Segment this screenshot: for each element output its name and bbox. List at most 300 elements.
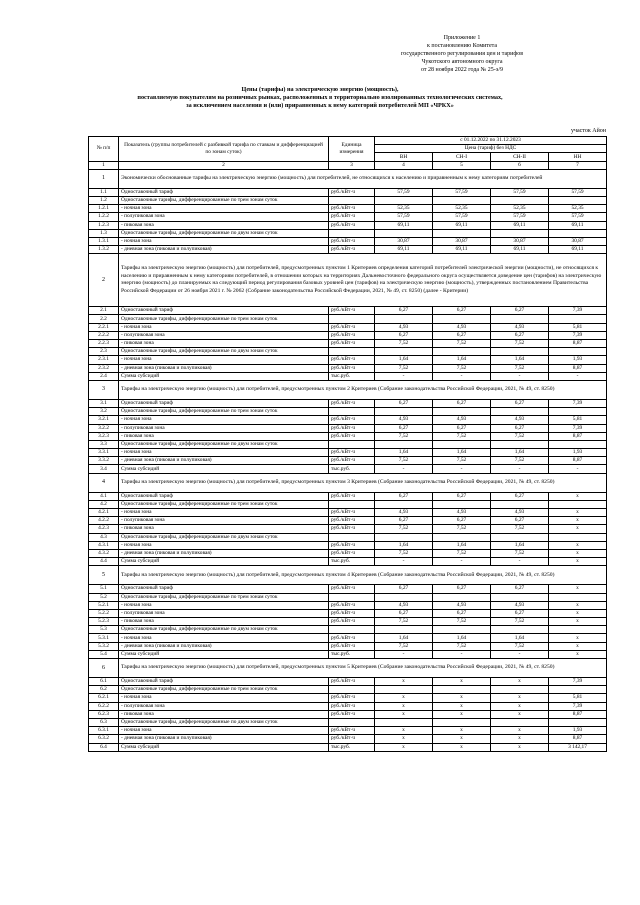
value-vn: 1,64 [375, 449, 433, 457]
row-label: - дневная зона (пиковая и полупиковая) [119, 549, 329, 557]
table-row [89, 601, 607, 609]
section-number: 4 [89, 473, 119, 492]
value-sn1: 6,27 [433, 307, 491, 315]
row-number: 3.2.2 [89, 424, 119, 432]
value-sn2: 4,93 [491, 509, 549, 517]
row-label: Одноставочные тарифы, дифференцированные по двум зонам суток [119, 440, 329, 448]
row-unit: руб./кВт·ч [329, 702, 375, 710]
row-number: 4.1 [89, 492, 119, 500]
table-row [89, 735, 607, 743]
value-nn: 7,39 [549, 331, 607, 339]
header-number: 4 [375, 161, 433, 169]
value-sn2 [491, 315, 549, 323]
header-unit: Единица измерения [329, 137, 375, 162]
header-col-nn: НН [549, 153, 607, 161]
row-number: 3.3.1 [89, 449, 119, 457]
value-sn1 [433, 229, 491, 237]
row-unit: руб./кВт·ч [329, 710, 375, 718]
value-sn2: x [491, 735, 549, 743]
value-nn: 1,93 [549, 356, 607, 364]
header-indicator: Показатель (группы потребителей с разбивкой тарифа по ставкам и дифференциацией по зонам суток) [119, 137, 329, 162]
value-vn: 57,59 [375, 188, 433, 196]
row-unit [329, 686, 375, 694]
value-nn: 8,87 [549, 432, 607, 440]
value-sn2: - [491, 465, 549, 473]
value-sn2: 69,11 [491, 221, 549, 229]
section-number: 3 [89, 380, 119, 399]
row-label: - пиковая зона [119, 618, 329, 626]
value-nn: 1,93 [549, 449, 607, 457]
value-sn1: 7,52 [433, 340, 491, 348]
value-sn2 [491, 440, 549, 448]
row-number: 3.3 [89, 440, 119, 448]
value-nn [549, 533, 607, 541]
value-vn: 4,93 [375, 601, 433, 609]
value-nn: x [549, 601, 607, 609]
row-label: - ночная зона [119, 541, 329, 549]
row-number: 6.1 [89, 678, 119, 686]
row-label: - полупиковая зона [119, 702, 329, 710]
row-number: 6.2.3 [89, 710, 119, 718]
row-unit: руб./кВт·ч [329, 457, 375, 465]
row-unit: руб./кВт·ч [329, 246, 375, 254]
row-label: - полупиковая зона [119, 213, 329, 221]
row-number: 5.4 [89, 650, 119, 658]
row-label: Одноставочные тарифы, дифференцированные по двум зонам суток [119, 229, 329, 237]
table-row [89, 432, 607, 440]
value-vn: 4,93 [375, 416, 433, 424]
row-unit [329, 718, 375, 726]
row-unit [329, 533, 375, 541]
value-sn1 [433, 626, 491, 634]
row-number: 5.2.1 [89, 601, 119, 609]
value-vn [375, 408, 433, 416]
value-sn2 [491, 593, 549, 601]
value-nn: x [549, 549, 607, 557]
value-sn2: 7,52 [491, 457, 549, 465]
row-number: 2.2 [89, 315, 119, 323]
row-number: 4.4 [89, 558, 119, 566]
value-sn1: x [433, 735, 491, 743]
value-sn2: 52,35 [491, 205, 549, 213]
value-nn: x [549, 585, 607, 593]
value-sn1: 7,52 [433, 432, 491, 440]
value-sn2: x [491, 743, 549, 751]
row-label: - пиковая зона [119, 525, 329, 533]
value-sn1: 7,52 [433, 457, 491, 465]
table-row [89, 558, 607, 566]
value-sn2: - [491, 372, 549, 380]
section-number: 1 [89, 169, 119, 188]
row-label: - ночная зона [119, 356, 329, 364]
value-nn: 8,87 [549, 364, 607, 372]
row-label: - дневная зона (пиковая и полупиковая) [119, 246, 329, 254]
table-row [89, 609, 607, 617]
row-label: - ночная зона [119, 237, 329, 245]
row-unit: руб./кВт·ч [329, 205, 375, 213]
value-nn: 7,39 [549, 307, 607, 315]
value-sn1: 52,35 [433, 205, 491, 213]
title-line-2: поставляемую покупателям на розничных рынках, расположенных в территориально изолированных технологических системах, [137, 94, 503, 101]
section-number: 2 [89, 254, 119, 307]
value-sn2: 1,64 [491, 634, 549, 642]
value-sn2: x [491, 678, 549, 686]
value-nn: x [549, 525, 607, 533]
value-nn: 5,81 [549, 694, 607, 702]
table-row [89, 626, 607, 634]
row-label: - дневная зона (пиковая и полупиковая) [119, 735, 329, 743]
row-label: Сумма субсидий [119, 743, 329, 751]
value-sn2 [491, 408, 549, 416]
value-sn2: 7,52 [491, 432, 549, 440]
value-sn1: 7,52 [433, 525, 491, 533]
table-row [89, 315, 607, 323]
value-vn: 6,27 [375, 517, 433, 525]
value-vn: 7,52 [375, 549, 433, 557]
table-row [89, 718, 607, 726]
value-sn2 [491, 500, 549, 508]
row-label: - ночная зона [119, 449, 329, 457]
value-vn: 6,27 [375, 307, 433, 315]
table-row [89, 196, 607, 204]
section-title: Тарифы на электрическую энергию (мощность) для потребителей, предусмотренных пунктом 4 Критериев (Собрание законодательства Российской Федерации, 2021, № 49, ст. 8250) [119, 566, 607, 585]
row-label: Одноставочный тариф [119, 492, 329, 500]
row-unit: руб./кВт·ч [329, 634, 375, 642]
table-row [89, 525, 607, 533]
value-vn: x [375, 743, 433, 751]
value-vn: 7,52 [375, 432, 433, 440]
value-nn [549, 440, 607, 448]
row-number: 1.2 [89, 196, 119, 204]
value-sn1: 4,93 [433, 601, 491, 609]
value-sn2 [491, 229, 549, 237]
table-row [89, 340, 607, 348]
row-number: 2.3.1 [89, 356, 119, 364]
row-number: 2.3.2 [89, 364, 119, 372]
appendix-line-3: государственного регулирования цен и тарифов [400, 51, 524, 57]
row-label: Одноставочный тариф [119, 307, 329, 315]
value-sn2: 6,27 [491, 585, 549, 593]
value-sn1: - [433, 465, 491, 473]
value-sn2: x [491, 694, 549, 702]
value-nn: x [549, 492, 607, 500]
header-number: 2 [119, 161, 329, 169]
row-unit [329, 315, 375, 323]
row-number: 6.4 [89, 743, 119, 751]
value-sn1: 7,52 [433, 618, 491, 626]
value-vn: x [375, 735, 433, 743]
value-sn2: 1,64 [491, 356, 549, 364]
value-nn: 8,87 [549, 710, 607, 718]
row-label: Одноставочные тарифы, дифференцированные по трем зонам суток [119, 408, 329, 416]
table-row [89, 399, 607, 407]
row-unit: руб./кВт·ч [329, 399, 375, 407]
row-number: 5.3.1 [89, 634, 119, 642]
row-unit: тыс.руб. [329, 372, 375, 380]
row-number: 2.4 [89, 372, 119, 380]
row-label: Одноставочные тарифы, дифференцированные по трем зонам суток [119, 315, 329, 323]
value-vn: 57,59 [375, 213, 433, 221]
table-row [89, 408, 607, 416]
row-label: Одноставочные тарифы, дифференцированные по двум зонам суток [119, 533, 329, 541]
row-number: 6.3.2 [89, 735, 119, 743]
value-nn: 7,39 [549, 399, 607, 407]
value-sn1: 69,11 [433, 246, 491, 254]
section-row [89, 169, 607, 188]
value-sn2: x [491, 710, 549, 718]
header-number: 7 [549, 161, 607, 169]
row-unit: руб./кВт·ч [329, 213, 375, 221]
value-sn1: 7,52 [433, 549, 491, 557]
value-sn2 [491, 196, 549, 204]
value-vn: 1,64 [375, 356, 433, 364]
value-nn: 57,59 [549, 213, 607, 221]
value-nn: 3 142,17 [549, 743, 607, 751]
row-number: 4.3.1 [89, 541, 119, 549]
table-row [89, 424, 607, 432]
table-row [89, 348, 607, 356]
value-nn [549, 315, 607, 323]
row-unit: тыс.руб. [329, 650, 375, 658]
row-number: 5.2.3 [89, 618, 119, 626]
row-label: - полупиковая зона [119, 609, 329, 617]
value-sn1: x [433, 678, 491, 686]
row-number: 6.3 [89, 718, 119, 726]
value-sn1: 6,27 [433, 399, 491, 407]
row-label: - полупиковая зона [119, 331, 329, 339]
value-nn: 8,87 [549, 457, 607, 465]
value-nn: 69,11 [549, 246, 607, 254]
table-row [89, 509, 607, 517]
row-number: 1.2.3 [89, 221, 119, 229]
row-label: Одноставочные тарифы, дифференцированные по трем зонам суток [119, 593, 329, 601]
value-vn: 7,52 [375, 642, 433, 650]
row-label: - ночная зона [119, 205, 329, 213]
row-unit [329, 626, 375, 634]
value-nn: x [549, 618, 607, 626]
row-label: - дневная зона (пиковая и полупиковая) [119, 364, 329, 372]
value-sn1: 6,27 [433, 331, 491, 339]
table-row [89, 221, 607, 229]
value-sn1 [433, 500, 491, 508]
table-row [89, 694, 607, 702]
value-vn: - [375, 465, 433, 473]
value-sn1: x [433, 727, 491, 735]
value-vn [375, 593, 433, 601]
row-label: - пиковая зона [119, 340, 329, 348]
header-price-label: Цена (тариф) без НДС [375, 145, 607, 153]
value-vn: x [375, 702, 433, 710]
value-vn: x [375, 727, 433, 735]
value-nn: 7,39 [549, 702, 607, 710]
table-row [89, 331, 607, 339]
row-number: 6.2.2 [89, 702, 119, 710]
table-row [89, 500, 607, 508]
row-unit: тыс.руб. [329, 743, 375, 751]
row-number: 4.2.3 [89, 525, 119, 533]
value-sn1: 30,87 [433, 237, 491, 245]
row-label: Одноставочные тарифы, дифференцированные по двум зонам суток [119, 348, 329, 356]
row-number: 5.2 [89, 593, 119, 601]
value-nn [549, 626, 607, 634]
table-row [89, 517, 607, 525]
row-unit: тыс.руб. [329, 465, 375, 473]
table-row [89, 710, 607, 718]
table-row [89, 743, 607, 751]
row-unit [329, 196, 375, 204]
value-vn: - [375, 558, 433, 566]
row-unit: руб./кВт·ч [329, 188, 375, 196]
table-row [89, 237, 607, 245]
row-label: - ночная зона [119, 416, 329, 424]
value-sn1 [433, 348, 491, 356]
value-sn2: 1,64 [491, 541, 549, 549]
value-sn1 [433, 593, 491, 601]
row-number: 5.3 [89, 626, 119, 634]
row-unit: руб./кВт·ч [329, 449, 375, 457]
value-nn: 5,81 [549, 416, 607, 424]
row-number: 1.3.1 [89, 237, 119, 245]
value-sn1 [433, 408, 491, 416]
table-row [89, 727, 607, 735]
section-row [89, 566, 607, 585]
value-nn: x [549, 541, 607, 549]
value-nn: 30,87 [549, 237, 607, 245]
value-sn1: 1,64 [433, 449, 491, 457]
row-unit: руб./кВт·ч [329, 492, 375, 500]
value-sn2: 6,27 [491, 517, 549, 525]
value-sn1: x [433, 702, 491, 710]
row-number: 1.1 [89, 188, 119, 196]
value-sn2: 7,52 [491, 525, 549, 533]
table-row [89, 449, 607, 457]
header-number: 3 [329, 161, 375, 169]
row-unit: руб./кВт·ч [329, 678, 375, 686]
header-number: 5 [433, 161, 491, 169]
table-row [89, 634, 607, 642]
section-number: 5 [89, 566, 119, 585]
row-number: 2.2.2 [89, 331, 119, 339]
row-number: 4.2 [89, 500, 119, 508]
row-unit: руб./кВт·ч [329, 221, 375, 229]
value-sn2 [491, 686, 549, 694]
section-row [89, 659, 607, 678]
table-row [89, 457, 607, 465]
table-row [89, 307, 607, 315]
row-unit: руб./кВт·ч [329, 642, 375, 650]
row-unit: руб./кВт·ч [329, 549, 375, 557]
value-vn: 4,93 [375, 509, 433, 517]
row-number: 6.2.1 [89, 694, 119, 702]
table-row [89, 440, 607, 448]
value-vn: - [375, 372, 433, 380]
table-row [89, 678, 607, 686]
row-unit: руб./кВт·ч [329, 727, 375, 735]
value-vn: 6,27 [375, 331, 433, 339]
value-vn: x [375, 694, 433, 702]
value-sn1: 7,52 [433, 364, 491, 372]
value-vn [375, 348, 433, 356]
row-label: Одноставочный тариф [119, 188, 329, 196]
row-number: 2.2.1 [89, 323, 119, 331]
row-number: 3.1 [89, 399, 119, 407]
header-number: 6 [491, 161, 549, 169]
value-nn [549, 718, 607, 726]
value-nn: 8,87 [549, 340, 607, 348]
value-vn: 4,93 [375, 323, 433, 331]
table-row [89, 585, 607, 593]
value-sn1: 57,59 [433, 213, 491, 221]
value-vn [375, 315, 433, 323]
table-row [89, 356, 607, 364]
value-vn: 6,27 [375, 399, 433, 407]
table-row [89, 188, 607, 196]
row-number: 3.2.3 [89, 432, 119, 440]
table-row [89, 702, 607, 710]
row-label: - ночная зона [119, 694, 329, 702]
value-vn: x [375, 710, 433, 718]
row-number: 2.3 [89, 348, 119, 356]
row-label: - дневная зона (пиковая и полупиковая) [119, 457, 329, 465]
value-sn2: 7,52 [491, 364, 549, 372]
value-sn2: 4,93 [491, 601, 549, 609]
row-label: - ночная зона [119, 634, 329, 642]
row-unit [329, 408, 375, 416]
row-unit: руб./кВт·ч [329, 618, 375, 626]
value-vn: 7,52 [375, 457, 433, 465]
row-unit: руб./кВт·ч [329, 331, 375, 339]
row-number: 4.2.1 [89, 509, 119, 517]
value-vn [375, 500, 433, 508]
value-vn: 7,52 [375, 525, 433, 533]
value-sn1 [433, 718, 491, 726]
value-sn2 [491, 348, 549, 356]
value-vn: 1,64 [375, 634, 433, 642]
table-row [89, 323, 607, 331]
value-sn2: 6,27 [491, 492, 549, 500]
row-number: 1.3 [89, 229, 119, 237]
value-nn: x [549, 650, 607, 658]
row-label: Одноставочный тариф [119, 399, 329, 407]
value-nn: 57,59 [549, 188, 607, 196]
row-number: 2.1 [89, 307, 119, 315]
row-unit: руб./кВт·ч [329, 340, 375, 348]
value-nn: - [549, 372, 607, 380]
value-vn: 52,35 [375, 205, 433, 213]
header-col-sn1: СН-I [433, 153, 491, 161]
row-unit: руб./кВт·ч [329, 364, 375, 372]
section-row [89, 254, 607, 307]
value-sn1 [433, 686, 491, 694]
value-vn: 6,27 [375, 424, 433, 432]
value-nn: 8,87 [549, 735, 607, 743]
row-number: 4.3 [89, 533, 119, 541]
row-label: Сумма субсидий [119, 372, 329, 380]
value-sn2: 57,59 [491, 188, 549, 196]
value-nn [549, 196, 607, 204]
row-number: 5.3.2 [89, 642, 119, 650]
value-vn [375, 196, 433, 204]
value-sn2: 4,93 [491, 323, 549, 331]
row-unit: руб./кВт·ч [329, 735, 375, 743]
value-nn: x [549, 558, 607, 566]
row-label: Одноставочные тарифы, дифференцированные по трем зонам суток [119, 500, 329, 508]
value-sn2: 6,27 [491, 609, 549, 617]
header-number: 1 [89, 161, 119, 169]
value-sn2 [491, 533, 549, 541]
row-number: 5.2.2 [89, 609, 119, 617]
value-nn: x [549, 517, 607, 525]
